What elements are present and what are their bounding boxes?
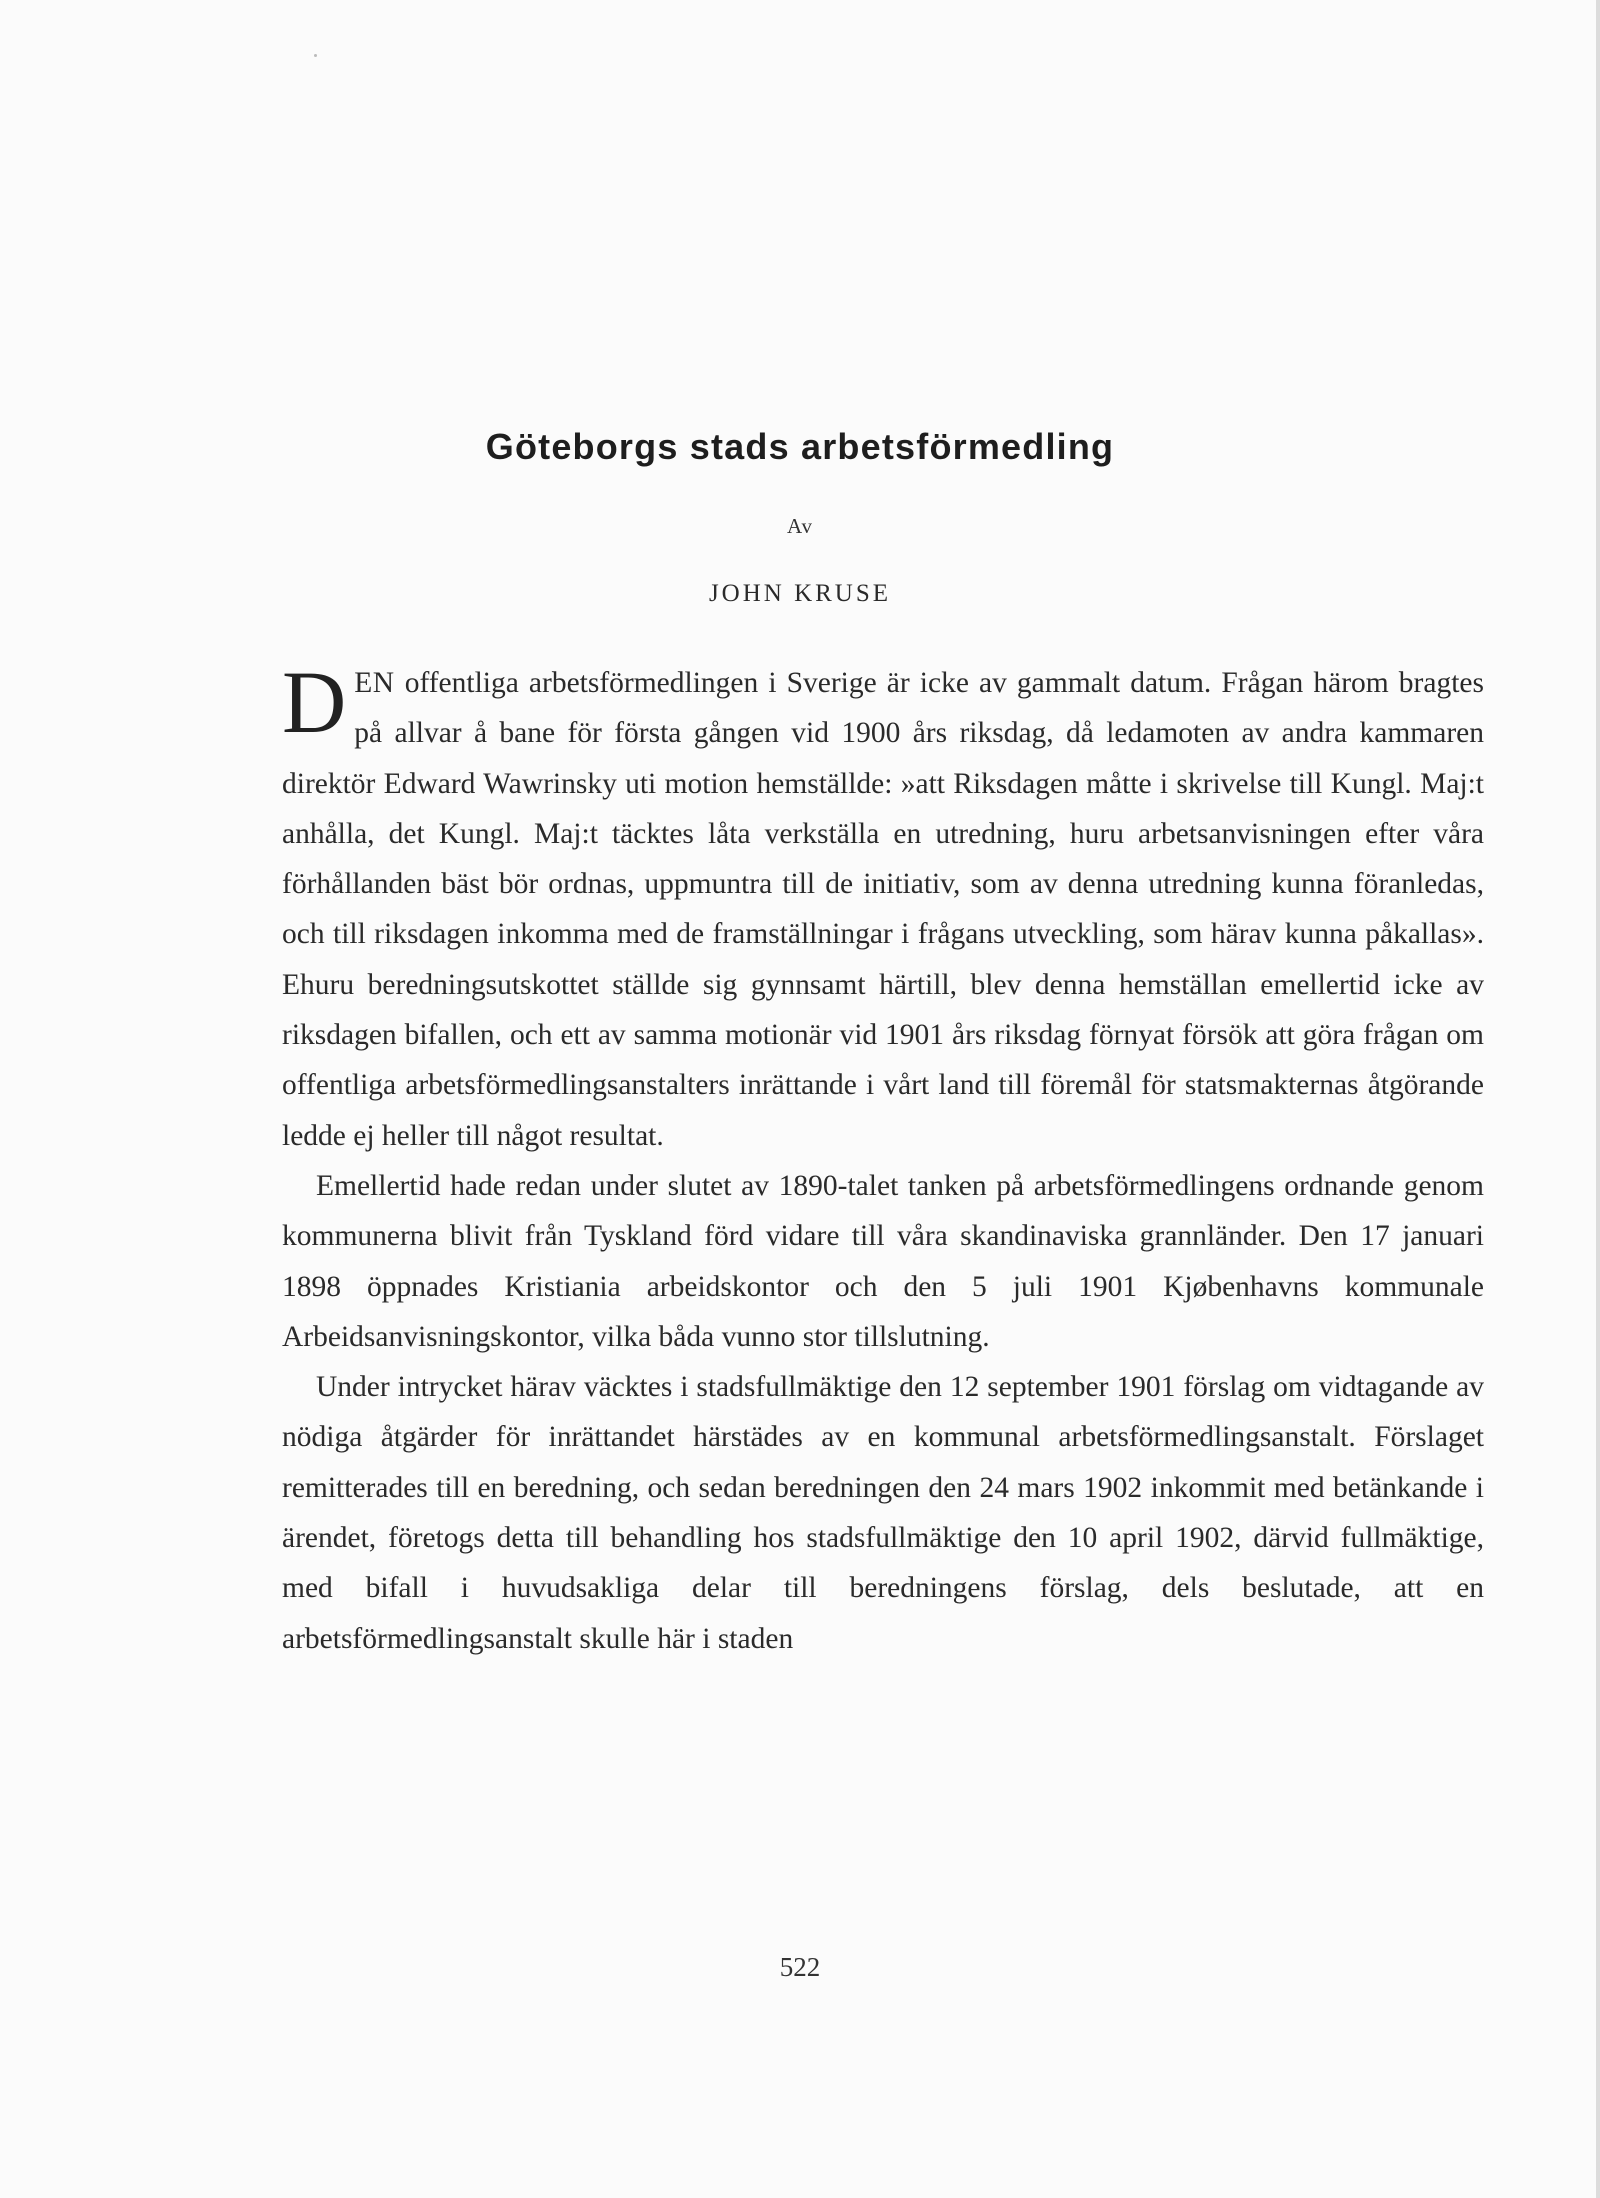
- paper-speck: [314, 54, 317, 57]
- page-number: 522: [779, 1952, 821, 1982]
- byline: Av: [786, 514, 814, 538]
- paragraph-3: Under intrycket härav väcktes i stadsfullmäktige den 12 september 1901 förslag om vidtagande av nödiga åtgärder för inrättandet härstädes av en kommunal arbetsförmedlingsanstalt. Förslaget remitterades till en beredning, och sedan beredningen den 24 mars 1902 inkommit med betänkande i ärendet, företogs detta till behandling hos stadsfullmäktige den 10 april 1902, därvid fullmäktige, med bifall i huvudsakliga delar till beredningens förslag, dels beslutade, att en arbetsförmedlingsanstalt skulle här i staden: [282, 1371, 1484, 1655]
- first-word-rest: EN: [354, 667, 395, 699]
- article-body: [282, 654, 1484, 1664]
- drop-cap: D: [282, 654, 347, 752]
- paragraph-1-text: offentliga arbetsförmedlingen i Sverige är icke av gammalt datum. Frågan härom bragtes på allvar å bane för första gången vid 1900 års riksdag, då ledamoten av andra kammaren direktör Edward Wawrinsky uti motion hemställde: »att Riksdagen måtte i skrivelse till Kungl. Maj:t anhålla, det Kungl. Maj:t täcktes låta verkställa en utredning, huru arbetsanvisningen efter våra förhållanden bäst bör ordnas, uppmuntra till de initiativ, som av denna utredning kunna föranledas, och till riksdagen inkomma med de framställningar i frågans utveckling, som härav kunna påkallas». Ehuru beredningsutskottet ställde sig gynnsamt härtill, blev denna hemställan emellertid icke av riksdagen bifallen, och ett av samma motionär vid 1901 års riksdag förnyat försök att göra frågan om offentliga arbetsförmedlingsanstalters inrättande i vårt land till föremål för statsmakternas åtgörande ledde ej heller till något resultat.: [282, 667, 1484, 1152]
- article-title: Göteborgs stads arbetsförmedling: [485, 426, 1115, 467]
- author-name: JOHN KRUSE: [708, 580, 892, 607]
- paragraph-2: Emellertid hade redan under slutet av 1890-talet tanken på arbetsförmedlingens ordnande genom kommunerna blivit från Tyskland förd vidare till våra skandinaviska grannländer. Den 17 januari 1898 öppnades Kristiania arbeidskontor och den 5 juli 1901 Kjøbenhavns kommunale Arbeidsanvisningskontor, vilka båda vunno stor tillslutning.: [282, 1169, 1484, 1353]
- page-edge-shadow: [1596, 0, 1600, 2198]
- paragraph-1: [282, 654, 1484, 1161]
